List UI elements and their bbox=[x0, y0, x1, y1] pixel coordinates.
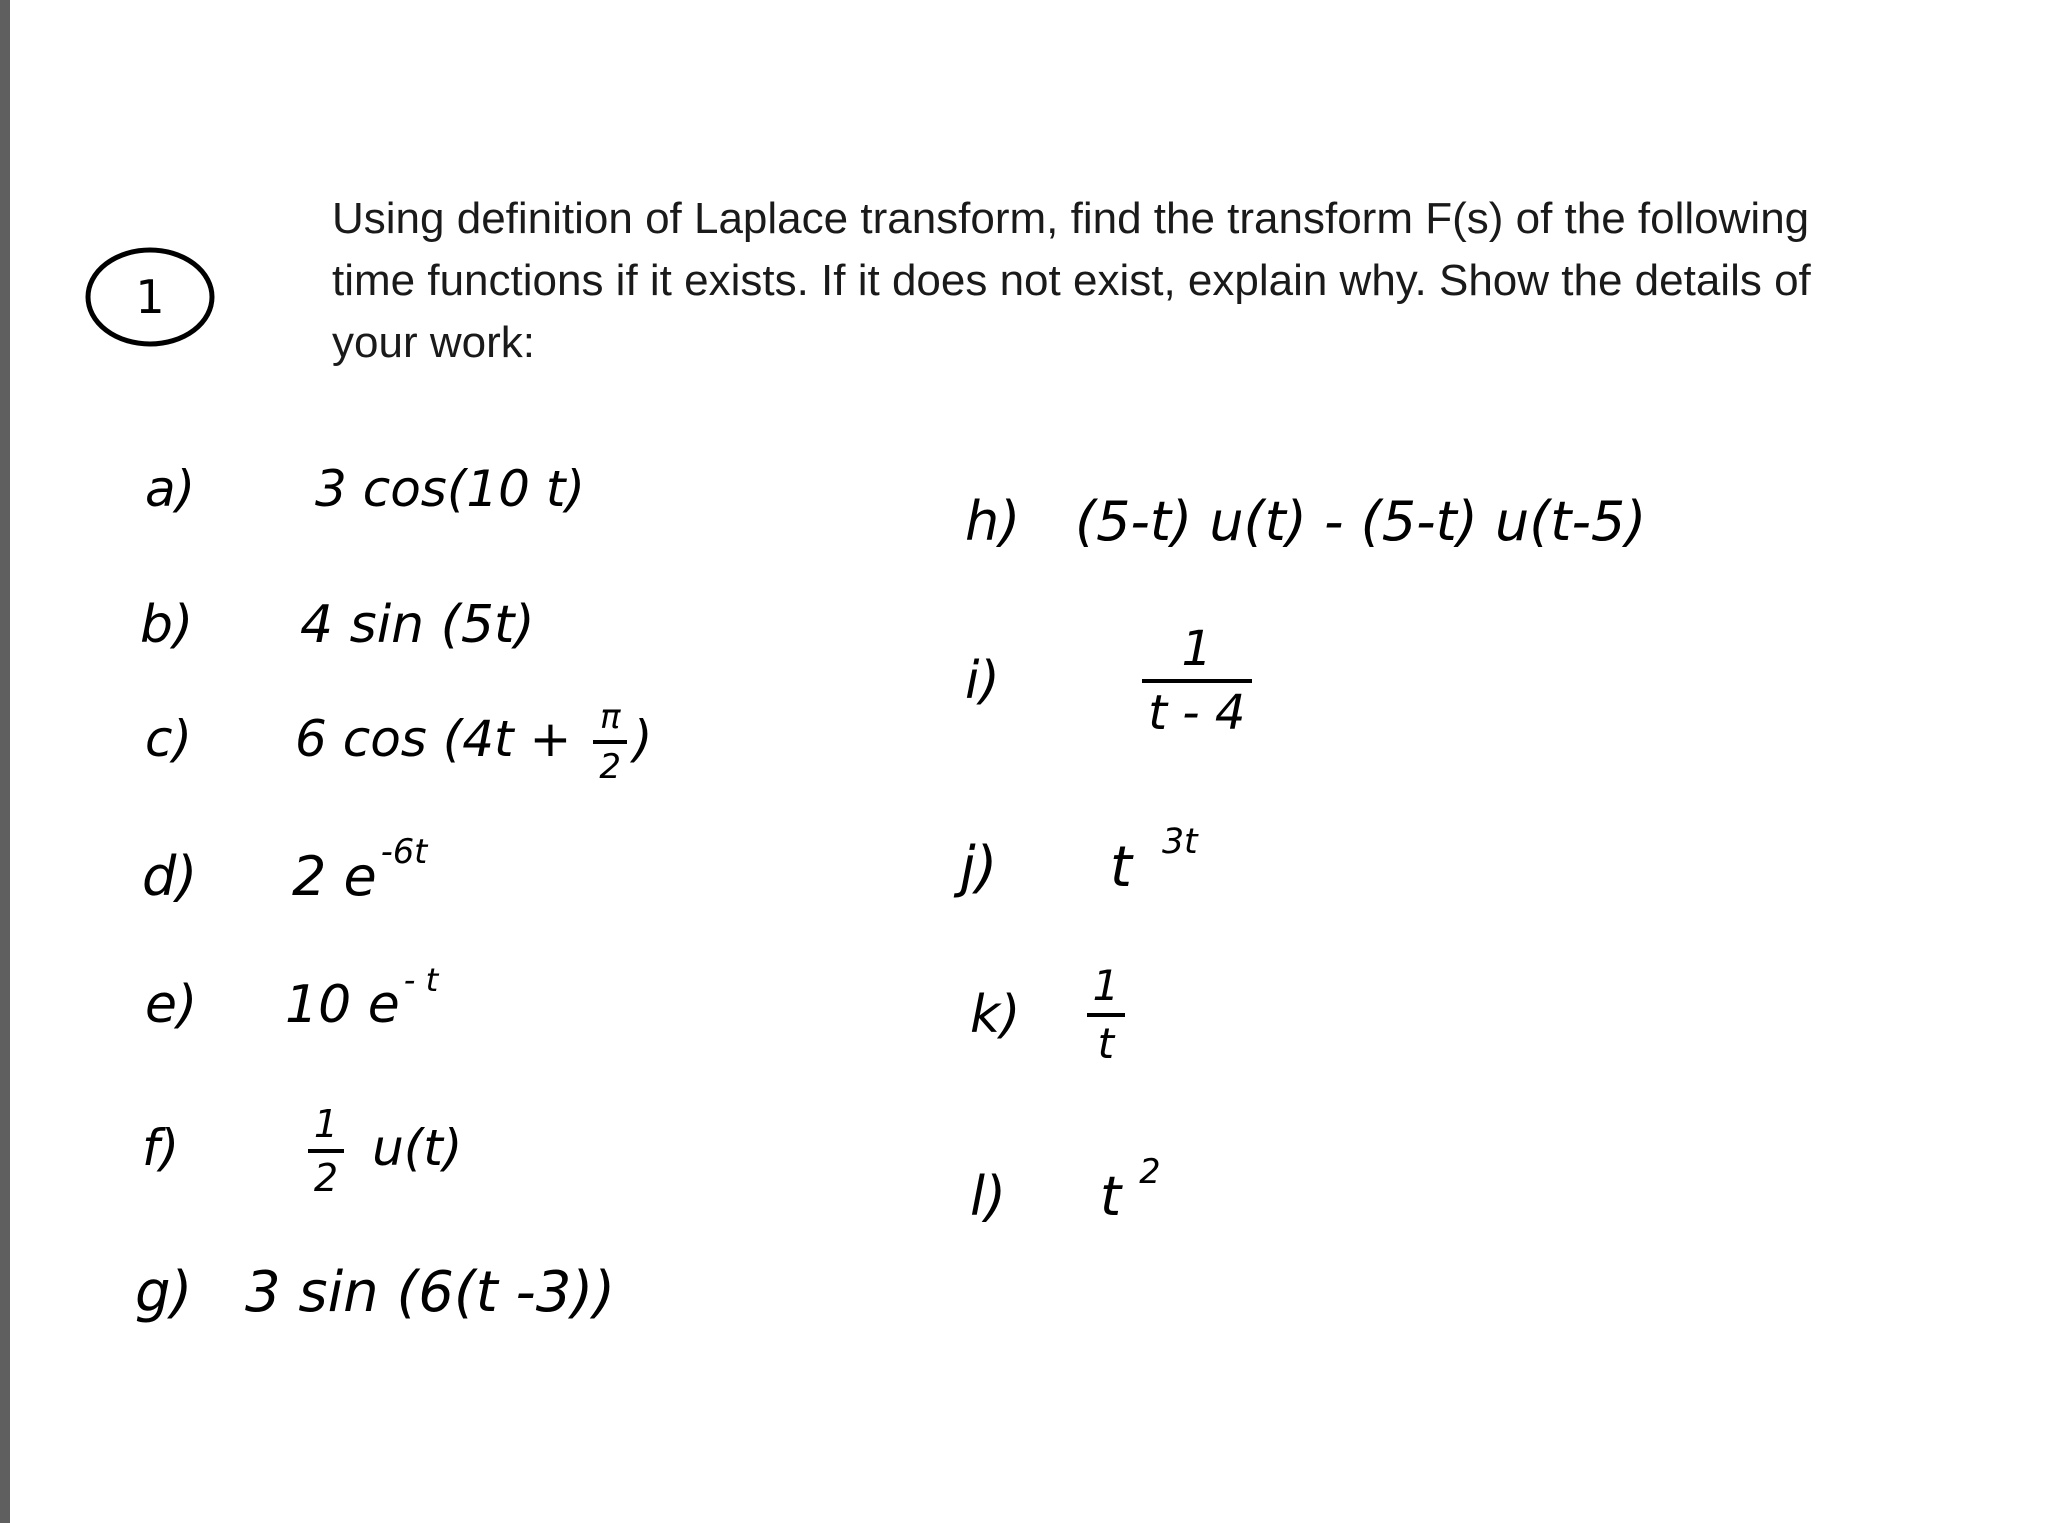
item-label: h) bbox=[965, 490, 1021, 553]
item-g bbox=[135, 1260, 615, 1325]
item-label: g) bbox=[135, 1260, 193, 1325]
slide bbox=[10, 0, 2046, 1523]
item-label: d) bbox=[142, 845, 198, 908]
item-label: c) bbox=[145, 709, 192, 768]
fraction-numerator: 1 bbox=[308, 1105, 344, 1153]
item-expression: (5-t) u(t) - (5-t) u(t-5) bbox=[1075, 490, 1647, 553]
item-c bbox=[145, 697, 653, 787]
item-exponent: 3t bbox=[1161, 822, 1198, 863]
item-i bbox=[965, 621, 1252, 741]
item-b bbox=[140, 595, 535, 655]
fraction-denominator: t bbox=[1097, 1019, 1115, 1068]
item-label: a) bbox=[145, 460, 196, 518]
item-expression: 4 sin (5t) bbox=[300, 595, 535, 655]
fraction-numerator: 1 bbox=[1142, 625, 1253, 683]
item-exponent: - t bbox=[403, 961, 439, 1000]
question-number-circle bbox=[80, 242, 220, 352]
instruction-line: time functions if it exists. If it does not exist, explain why. Show the details of bbox=[332, 256, 1811, 305]
item-l bbox=[970, 1152, 1161, 1228]
item-e bbox=[145, 961, 439, 1035]
item-base: 10 e bbox=[285, 975, 400, 1035]
fraction-denominator: 2 bbox=[599, 747, 621, 787]
fraction-numerator: π bbox=[593, 700, 627, 744]
fraction-denominator: 2 bbox=[313, 1156, 339, 1200]
item-label: e) bbox=[145, 975, 198, 1035]
item-base: 2 e bbox=[292, 845, 377, 908]
item-exponent: -6t bbox=[380, 832, 428, 872]
fraction-denominator: t - 4 bbox=[1148, 685, 1246, 741]
item-label: i) bbox=[965, 651, 1000, 711]
item-expression-close: ) bbox=[633, 709, 653, 768]
question-number: 1 bbox=[135, 270, 165, 324]
item-d bbox=[142, 832, 428, 908]
item-k bbox=[970, 961, 1125, 1068]
instruction-line: Using definition of Laplace transform, find the transform F(s) of the following bbox=[332, 194, 1810, 243]
item-label: k) bbox=[970, 985, 1021, 1045]
item-h bbox=[965, 490, 1646, 553]
item-label: j) bbox=[960, 835, 998, 900]
item-j bbox=[960, 822, 1198, 900]
left-border bbox=[0, 0, 10, 1523]
item-f bbox=[142, 1102, 463, 1200]
item-label: l) bbox=[970, 1165, 1007, 1228]
item-label: b) bbox=[140, 595, 194, 655]
fraction bbox=[1142, 621, 1253, 741]
instructions bbox=[332, 188, 1972, 374]
item-label: f) bbox=[142, 1118, 180, 1177]
item-expression: 6 cos (4t + bbox=[295, 709, 572, 768]
item-expression: 3 sin (6(t -3)) bbox=[245, 1260, 616, 1325]
fraction bbox=[593, 697, 627, 787]
item-expression: u(t) bbox=[372, 1118, 463, 1177]
item-exponent: 2 bbox=[1139, 1152, 1161, 1192]
fraction bbox=[1087, 961, 1126, 1068]
fraction bbox=[308, 1102, 344, 1200]
item-a bbox=[145, 460, 585, 518]
item-base: t bbox=[1110, 835, 1132, 900]
item-base: t bbox=[1100, 1165, 1122, 1228]
fraction-numerator: 1 bbox=[1087, 965, 1126, 1017]
instruction-line: your work: bbox=[332, 318, 535, 367]
item-expression: 3 cos(10 t) bbox=[315, 460, 585, 518]
